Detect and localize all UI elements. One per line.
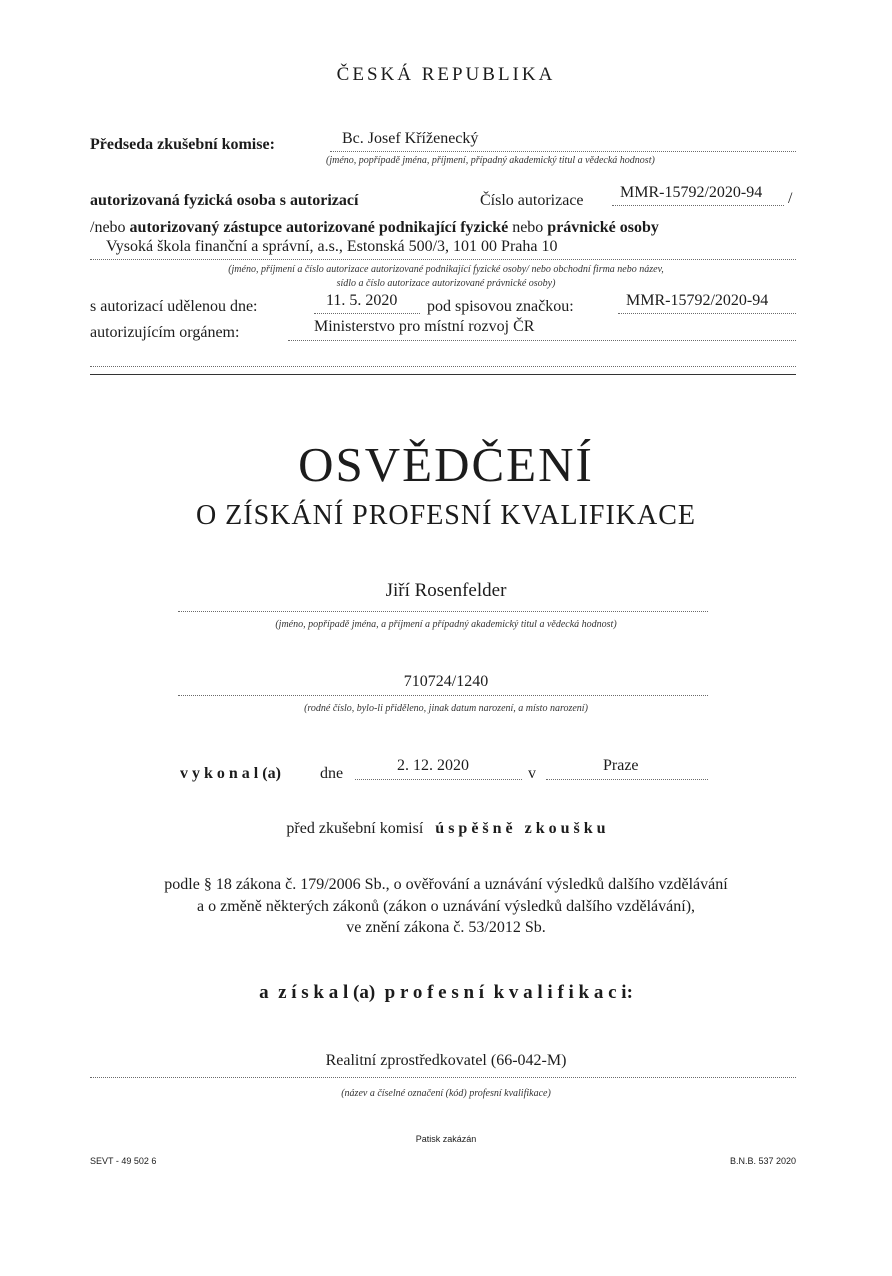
header-separator-dots — [90, 366, 796, 367]
file-dots — [618, 313, 796, 314]
birth-number-caption: (rodné číslo, bylo-li přiděleno, jinak datum narození, a místo narození) — [304, 703, 588, 714]
exam-day-label: dne — [320, 765, 344, 782]
law-line-3: ve znění zákona č. 53/2012 Sb. — [346, 919, 546, 936]
chair-caption: (jméno, popřípadě jména, příjmení, případný akademický titul a vědecká hodnost) — [326, 155, 655, 166]
auth-slash: / — [788, 190, 793, 207]
before-committee-label: před zkušební komisí — [286, 820, 424, 837]
authority-label: autorizujícím orgánem: — [90, 324, 240, 341]
authority-name: Ministerstvo pro místní rozvoj ČR — [314, 318, 535, 335]
auth-number-dots — [612, 205, 784, 206]
granted-date: 11. 5. 2020 — [326, 292, 398, 309]
holder-name: Jiří Rosenfelder — [385, 580, 507, 601]
before-committee — [0, 820, 892, 838]
form-code-left: SEVT - 49 502 6 — [90, 1156, 157, 1166]
qualification-name: Realitní zprostředkovatel (66-042-M) — [325, 1052, 567, 1069]
organization-dots — [90, 259, 796, 260]
file-label: pod spisovou značkou: — [427, 298, 574, 315]
representative-type: autorizovaný zástupce autorizované podnikající fyzické — [129, 219, 509, 236]
success-text: ú s p ě š n ě z k o u š k u — [435, 820, 606, 837]
exam-date: 2. 12. 2020 — [397, 757, 469, 774]
certificate-subtitle: O ZÍSKÁNÍ PROFESNÍ KVALIFIKACE — [195, 500, 697, 531]
exam-place-dots — [546, 779, 708, 780]
auth-number-label: Číslo autorizace — [480, 192, 584, 209]
qualification-caption: (název a číselné označení (kód) profesní kvalifikace) — [341, 1088, 551, 1099]
qualification-heading: a z í s k a l (a) p r o f e s n í k v a l i f i k a c i: — [259, 982, 633, 1003]
chair-label: Předseda zkušební komise: — [90, 136, 275, 153]
organization-caption-2: sídlo a číslo autorizace autorizované právnické osoby) — [336, 278, 556, 289]
representative-prefix: /nebo — [90, 219, 126, 236]
qualification-dots — [90, 1077, 796, 1078]
representative-line — [90, 219, 659, 237]
exam-place: Praze — [603, 757, 639, 774]
reprint-notice: Patisk zakázán — [415, 1134, 477, 1144]
representative-or: nebo — [512, 219, 544, 236]
certificate-title: OSVĚDČENÍ — [298, 437, 594, 492]
chair-dots — [330, 151, 796, 152]
organization-caption-1: (jméno, příjmení a číslo autorizace autorizované podnikající fyzické osoby/ nebo obchodní firma nebo název, — [228, 264, 664, 275]
authority-dots — [288, 340, 796, 341]
exam-in-label: v — [528, 765, 536, 782]
chair-name: Bc. Josef Kříženecký — [342, 130, 479, 147]
granted-label: s autorizací udělenou dne: — [90, 298, 258, 315]
header-separator-line — [90, 374, 796, 375]
organization-name: Vysoká škola finanční a správní, a.s., Estonská 500/3, 101 00 Praha 10 — [106, 238, 558, 255]
law-line-1: podle § 18 zákona č. 179/2006 Sb., o ověřování a uznávání výsledků dalšího vzdělávání — [164, 876, 728, 893]
holder-name-caption: (jméno, popřípadě jména, a příjmení a případný akademický titul a vědecká hodnost) — [275, 619, 617, 630]
file-number: MMR-15792/2020-94 — [626, 292, 769, 309]
auth-person-label: autorizovaná fyzická osoba s autorizací — [90, 192, 359, 209]
country-heading: ČESKÁ REPUBLIKA — [336, 64, 556, 85]
birth-number: 710724/1240 — [403, 673, 489, 690]
law-line-2: a o změně některých zákonů (zákon o uznávání výsledků dalšího vzdělávání), — [196, 898, 696, 915]
exam-date-dots — [355, 779, 522, 780]
representative-legal: právnické osoby — [547, 219, 659, 236]
form-code-right: B.N.B. 537 2020 — [729, 1156, 796, 1166]
granted-dots — [314, 313, 420, 314]
performed-label: v y k o n a l (a) — [180, 765, 281, 782]
holder-name-dots — [178, 611, 708, 612]
birth-number-dots — [178, 695, 708, 696]
auth-number: MMR-15792/2020-94 — [620, 184, 763, 201]
